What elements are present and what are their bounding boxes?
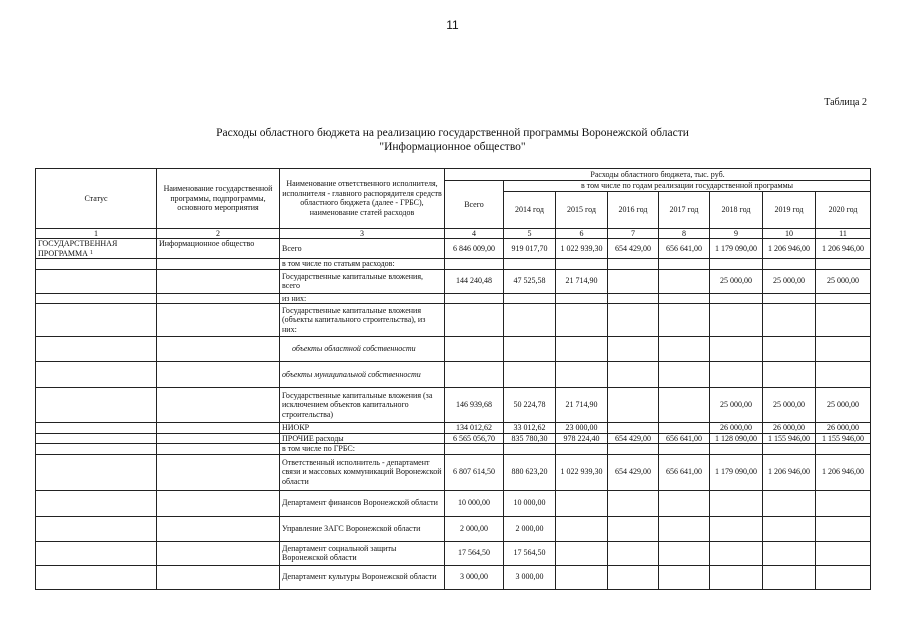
value-2019: 1 155 946,00 [763, 433, 816, 444]
value-2017: 656 641,00 [659, 454, 710, 490]
header-year: 2018 год [710, 191, 763, 228]
column-index: 1 [36, 228, 157, 239]
row-label: Управление ЗАГС Воронежской области [280, 516, 445, 541]
row-label: из них: [280, 293, 445, 304]
status-cell-continued [36, 259, 157, 270]
value-2018 [710, 362, 763, 388]
value-2019: 1 206 946,00 [763, 454, 816, 490]
table-row [36, 444, 871, 455]
column-index: 3 [280, 228, 445, 239]
program-cell-continued [157, 433, 280, 444]
program-cell-continued [157, 388, 280, 423]
value-2014: 10 000,00 [504, 490, 556, 516]
value-2015 [556, 444, 608, 455]
value-2018: 25 000,00 [710, 269, 763, 293]
row-label: НИОКР [280, 423, 445, 434]
value-2019 [763, 337, 816, 362]
header-year: 2019 год [763, 191, 816, 228]
row-label: Департамент финансов Воронежской области [280, 490, 445, 516]
row-label: Государственные капитальные вложения (объекты капитального строительства), из них: [280, 304, 445, 337]
value-2019 [763, 259, 816, 270]
value-2020: 1 155 946,00 [816, 433, 871, 444]
value-2015: 1 022 939,30 [556, 454, 608, 490]
row-label: Департамент социальной защиты Воронежской области [280, 541, 445, 565]
row-label: Государственные капитальные вложения, всего [280, 269, 445, 293]
program-cell-continued [157, 565, 280, 589]
value-total: 6 565 056,70 [445, 433, 504, 444]
budget-table [35, 168, 871, 590]
value-2020 [816, 293, 871, 304]
value-2015 [556, 516, 608, 541]
value-2017 [659, 259, 710, 270]
value-2018 [710, 293, 763, 304]
value-2015 [556, 337, 608, 362]
value-2019 [763, 541, 816, 565]
header-expenses-group: Расходы областного бюджета, тыс. руб. [445, 169, 871, 181]
value-2017 [659, 304, 710, 337]
value-total [445, 444, 504, 455]
value-2016 [608, 362, 659, 388]
status-cell-continued [36, 433, 157, 444]
table-row [36, 490, 871, 516]
column-index: 11 [816, 228, 871, 239]
value-2015: 21 714,90 [556, 269, 608, 293]
status-cell-continued [36, 293, 157, 304]
value-2018 [710, 304, 763, 337]
status-cell-continued [36, 423, 157, 434]
program-cell-continued [157, 304, 280, 337]
value-2020 [816, 362, 871, 388]
value-2020: 25 000,00 [816, 269, 871, 293]
value-total: 144 240,48 [445, 269, 504, 293]
value-2018 [710, 565, 763, 589]
status-cell [36, 239, 157, 259]
value-2015: 978 224,40 [556, 433, 608, 444]
value-total [445, 304, 504, 337]
header-year: 2020 год [816, 191, 871, 228]
value-2018: 1 179 090,00 [710, 239, 763, 259]
table-row [36, 337, 871, 362]
table-row [36, 304, 871, 337]
row-label: Ответственный исполнитель - департамент связи и массовых коммуникаций Воронежской области [280, 454, 445, 490]
row-label: Всего [280, 239, 445, 259]
value-2020 [816, 304, 871, 337]
row-label: объекты муниципальной собственности [280, 362, 445, 388]
value-2015 [556, 490, 608, 516]
value-2016 [608, 490, 659, 516]
value-2014 [504, 337, 556, 362]
header-year: 2014 год [504, 191, 556, 228]
value-2018: 26 000,00 [710, 423, 763, 434]
value-total [445, 293, 504, 304]
value-2018 [710, 490, 763, 516]
value-2015: 1 022 939,30 [556, 239, 608, 259]
column-index: 9 [710, 228, 763, 239]
value-2014: 33 012,62 [504, 423, 556, 434]
table-row [36, 433, 871, 444]
value-2017: 656 641,00 [659, 433, 710, 444]
document-title [0, 126, 905, 154]
value-total: 10 000,00 [445, 490, 504, 516]
value-2014: 3 000,00 [504, 565, 556, 589]
value-2017 [659, 269, 710, 293]
status-text: ГОСУДАРСТВЕННАЯ ПРОГРАММА [38, 239, 118, 258]
row-label: Государственные капитальные вложения (за исключением объектов капитального строительства) [280, 388, 445, 423]
value-total [445, 259, 504, 270]
value-total: 2 000,00 [445, 516, 504, 541]
value-2020: 1 206 946,00 [816, 239, 871, 259]
value-2018 [710, 337, 763, 362]
value-2014: 2 000,00 [504, 516, 556, 541]
table-row [36, 454, 871, 490]
value-2016 [608, 293, 659, 304]
value-2020 [816, 259, 871, 270]
page-number: 11 [446, 18, 459, 32]
value-2014 [504, 444, 556, 455]
value-2017 [659, 541, 710, 565]
column-index: 10 [763, 228, 816, 239]
value-2015 [556, 565, 608, 589]
program-cell-continued [157, 541, 280, 565]
table-row [36, 565, 871, 589]
title-line-2: "Информационное общество" [379, 141, 526, 153]
value-2015 [556, 304, 608, 337]
status-cell-continued [36, 541, 157, 565]
status-cell-continued [36, 490, 157, 516]
value-2019: 26 000,00 [763, 423, 816, 434]
program-cell-continued [157, 362, 280, 388]
table-row [36, 259, 871, 270]
program-cell-continued [157, 337, 280, 362]
value-2019 [763, 565, 816, 589]
value-total: 134 012,62 [445, 423, 504, 434]
table-row [36, 516, 871, 541]
value-2018 [710, 541, 763, 565]
header-by-years: в том числе по годам реализации государственной программы [504, 181, 871, 192]
value-2019 [763, 362, 816, 388]
value-total: 17 564,50 [445, 541, 504, 565]
header-program-name: Наименование государственной программы, подпрограммы, основного мероприятия [157, 169, 280, 229]
value-2020 [816, 490, 871, 516]
value-2016 [608, 541, 659, 565]
header-total: Всего [445, 181, 504, 229]
row-label: ПРОЧИЕ расходы [280, 433, 445, 444]
column-index: 6 [556, 228, 608, 239]
value-2016: 654 429,00 [608, 239, 659, 259]
value-2016: 654 429,00 [608, 454, 659, 490]
program-cell-continued [157, 269, 280, 293]
value-2014 [504, 259, 556, 270]
column-index: 2 [157, 228, 280, 239]
column-index: 5 [504, 228, 556, 239]
value-2017 [659, 516, 710, 541]
value-2016 [608, 565, 659, 589]
value-2020 [816, 541, 871, 565]
value-2016 [608, 304, 659, 337]
status-cell-continued [36, 269, 157, 293]
value-total: 6 846 009,00 [445, 239, 504, 259]
value-2014: 880 623,20 [504, 454, 556, 490]
value-2017 [659, 337, 710, 362]
value-2014 [504, 304, 556, 337]
value-2014 [504, 362, 556, 388]
value-2020: 25 000,00 [816, 388, 871, 423]
value-2016: 654 429,00 [608, 433, 659, 444]
status-cell-continued [36, 362, 157, 388]
program-cell-continued [157, 293, 280, 304]
value-2018: 1 128 090,00 [710, 433, 763, 444]
value-2019: 1 206 946,00 [763, 239, 816, 259]
program-cell-continued [157, 454, 280, 490]
value-2018: 1 179 090,00 [710, 454, 763, 490]
header-year: 2016 год [608, 191, 659, 228]
value-2018 [710, 516, 763, 541]
column-index: 4 [445, 228, 504, 239]
value-2015: 21 714,90 [556, 388, 608, 423]
value-2014: 47 525,58 [504, 269, 556, 293]
value-2017 [659, 490, 710, 516]
value-2017 [659, 565, 710, 589]
value-total: 3 000,00 [445, 565, 504, 589]
value-2020: 1 206 946,00 [816, 454, 871, 490]
value-2017: 656 641,00 [659, 239, 710, 259]
column-index: 8 [659, 228, 710, 239]
table-label: Таблица 2 [824, 97, 867, 108]
header-status: Статус [36, 169, 157, 229]
value-2018: 25 000,00 [710, 388, 763, 423]
value-2017 [659, 423, 710, 434]
value-2014: 17 564,50 [504, 541, 556, 565]
value-2020 [816, 337, 871, 362]
value-total [445, 362, 504, 388]
status-cell-continued [36, 454, 157, 490]
value-2019 [763, 516, 816, 541]
value-2015 [556, 293, 608, 304]
program-cell-continued [157, 516, 280, 541]
value-2014: 835 780,30 [504, 433, 556, 444]
value-2016 [608, 337, 659, 362]
value-2017 [659, 444, 710, 455]
value-total: 146 939,68 [445, 388, 504, 423]
value-2014: 50 224,78 [504, 388, 556, 423]
column-index: 7 [608, 228, 659, 239]
status-cell-continued [36, 444, 157, 455]
value-2014 [504, 293, 556, 304]
value-2014: 919 017,70 [504, 239, 556, 259]
program-cell-continued [157, 444, 280, 455]
value-2019: 25 000,00 [763, 388, 816, 423]
value-2016 [608, 444, 659, 455]
row-label: объекты областной собственности [280, 337, 445, 362]
table-row [36, 239, 871, 259]
value-2017 [659, 388, 710, 423]
status-cell-continued [36, 565, 157, 589]
value-2018 [710, 444, 763, 455]
status-cell-continued [36, 388, 157, 423]
value-2019 [763, 444, 816, 455]
value-2020 [816, 516, 871, 541]
status-cell-continued [36, 304, 157, 337]
table-row [36, 269, 871, 293]
value-total [445, 337, 504, 362]
value-2017 [659, 293, 710, 304]
value-2018 [710, 259, 763, 270]
program-cell-continued [157, 423, 280, 434]
value-2017 [659, 362, 710, 388]
value-2016 [608, 259, 659, 270]
table-row [36, 541, 871, 565]
value-2020 [816, 565, 871, 589]
value-2016 [608, 269, 659, 293]
program-cell-continued [157, 490, 280, 516]
value-2019: 25 000,00 [763, 269, 816, 293]
header-year: 2017 год [659, 191, 710, 228]
value-2015 [556, 259, 608, 270]
status-cell-continued [36, 516, 157, 541]
value-2019 [763, 293, 816, 304]
row-label: Департамент культуры Воронежской области [280, 565, 445, 589]
table-row [36, 388, 871, 423]
value-2019 [763, 304, 816, 337]
row-label: в том числе по статьям расходов: [280, 259, 445, 270]
column-index-row [36, 228, 871, 239]
status-cell-continued [36, 337, 157, 362]
program-cell: Информационное общество [157, 239, 280, 259]
value-2016 [608, 423, 659, 434]
table-row [36, 423, 871, 434]
value-2020 [816, 444, 871, 455]
table-row [36, 362, 871, 388]
value-2016 [608, 388, 659, 423]
value-2015 [556, 362, 608, 388]
header-executor: Наименование ответственного исполнителя, исполнителя - главного распорядителя средств областного бюджета (далее - ГРБС), наименование статей расходов [280, 169, 445, 229]
title-line-1: Расходы областного бюджета на реализацию государственной программы Воронежской области [216, 127, 689, 139]
value-2019 [763, 490, 816, 516]
table-row [36, 293, 871, 304]
value-2016 [608, 516, 659, 541]
status-footnote-mark: 1 [89, 249, 93, 256]
program-cell-continued [157, 259, 280, 270]
value-2020: 26 000,00 [816, 423, 871, 434]
value-2015 [556, 541, 608, 565]
row-label: в том числе по ГРБС: [280, 444, 445, 455]
value-total: 6 807 614,50 [445, 454, 504, 490]
header-year: 2015 год [556, 191, 608, 228]
value-2015: 23 000,00 [556, 423, 608, 434]
